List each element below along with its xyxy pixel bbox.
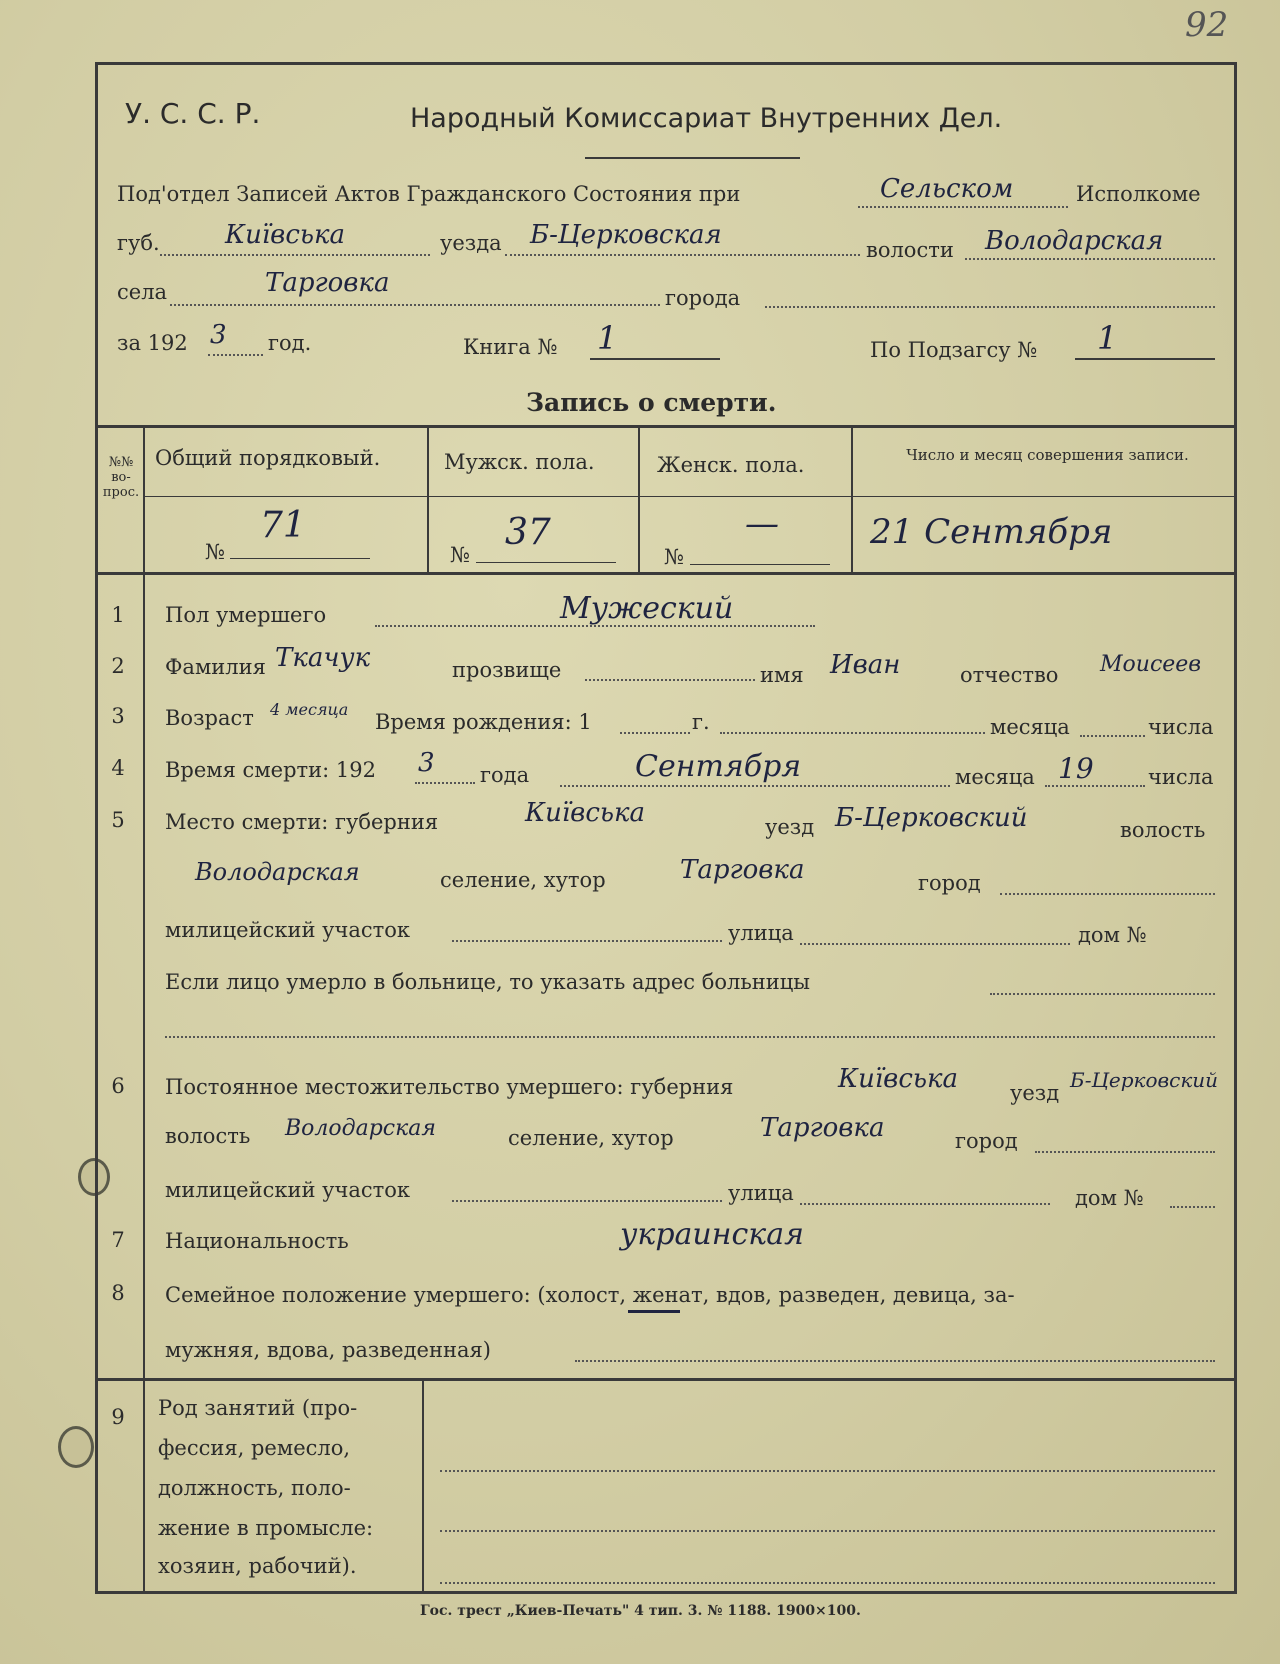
uezd-label: уезда bbox=[440, 231, 502, 255]
place-city-label: город bbox=[918, 871, 981, 895]
col-divider-3 bbox=[638, 427, 640, 572]
female-value-line bbox=[690, 564, 830, 565]
res-volost-value: Володарская bbox=[285, 1116, 436, 1141]
street-label: улица bbox=[728, 921, 794, 945]
place-volost-value: Володарская bbox=[195, 858, 360, 886]
name-value: Иван bbox=[830, 650, 901, 680]
record-title: Запись о смерти. bbox=[526, 388, 777, 417]
death-month-label: месяца bbox=[955, 765, 1035, 789]
death-month-line bbox=[560, 785, 950, 787]
occupation-divider bbox=[422, 1380, 424, 1594]
subdept-label: Под'отдел Записей Актов Гражданского Состояния при bbox=[117, 182, 741, 206]
row-number-2: 2 bbox=[111, 654, 125, 678]
street-line bbox=[800, 943, 1070, 945]
podzags-line bbox=[1075, 358, 1215, 360]
hospital-line-1 bbox=[990, 993, 1215, 995]
gub-value: Київська bbox=[225, 220, 346, 250]
death-month-value: Сентября bbox=[635, 749, 802, 784]
female-header: Женск. пола. bbox=[657, 453, 805, 477]
name-label: имя bbox=[760, 663, 804, 687]
age-label: Возраст bbox=[165, 706, 254, 730]
militia-label: милицейский участок bbox=[165, 918, 411, 942]
surname-label: Фамилия bbox=[165, 655, 266, 679]
uezd-value: Б-Церковская bbox=[530, 220, 722, 250]
res-uezd-value: Б-Церковский bbox=[1070, 1068, 1219, 1092]
row-number-5: 5 bbox=[111, 808, 125, 832]
podzags-label: По Подзагсу № bbox=[870, 338, 1038, 362]
house-label: дом № bbox=[1078, 923, 1147, 947]
occupation-line-2 bbox=[440, 1530, 1215, 1532]
occupation-label-2: фессия, ремесло, bbox=[158, 1436, 351, 1460]
row-number-3: 3 bbox=[111, 704, 125, 728]
row-number-divider bbox=[143, 575, 145, 1594]
table-top-border bbox=[95, 425, 1237, 428]
row-number-1: 1 bbox=[111, 603, 125, 627]
place-uezd-value: Б-Церковский bbox=[835, 803, 1028, 833]
res-street-label: улица bbox=[728, 1181, 794, 1205]
sex-value: Мужеский bbox=[560, 591, 734, 626]
archive-page-number: 92 bbox=[1185, 5, 1229, 45]
volost-label: волости bbox=[866, 238, 954, 262]
row-number-6: 6 bbox=[111, 1074, 125, 1098]
birth-day-label: числа bbox=[1148, 715, 1214, 739]
nationality-value: украинская bbox=[620, 1217, 804, 1252]
year-prefix: за 192 bbox=[117, 331, 188, 355]
sex-label: Пол умершего bbox=[165, 603, 327, 627]
occupation-label-5: хозяин, рабочий). bbox=[158, 1554, 357, 1578]
male-value: 37 bbox=[505, 512, 551, 553]
gub-label: губ. bbox=[117, 231, 160, 255]
subdept-line bbox=[858, 206, 1068, 208]
commissariat-title: Народный Комиссариат Внутренних Дел. bbox=[410, 103, 1003, 134]
patronymic-label: отчество bbox=[960, 663, 1059, 687]
book-line bbox=[590, 358, 720, 360]
gorod-label: города bbox=[665, 286, 741, 310]
general-no-mark: № bbox=[205, 540, 225, 564]
place-volost-label: волость bbox=[1120, 818, 1206, 842]
header-rule bbox=[585, 157, 800, 159]
place-village-label: селение, хутор bbox=[440, 868, 606, 892]
militia-line bbox=[452, 940, 722, 942]
occupation-label-3: должность, поло- bbox=[158, 1476, 351, 1500]
birth-label: Время рождения: 1 bbox=[375, 710, 592, 734]
table-header-bottom bbox=[95, 572, 1237, 575]
general-header: Общий порядковый. bbox=[155, 446, 381, 470]
death-day-value: 19 bbox=[1058, 752, 1094, 785]
year-line bbox=[208, 354, 263, 356]
subdept-value: Сельском bbox=[880, 174, 1014, 204]
podzags-value: 1 bbox=[1097, 319, 1118, 357]
residence-label: Постоянное местожительство умершего: губерния bbox=[165, 1075, 734, 1099]
res-street-line bbox=[800, 1203, 1050, 1205]
occupation-label-4: жение в промысле: bbox=[158, 1516, 374, 1540]
row-number-4: 4 bbox=[111, 756, 125, 780]
row-number-7: 7 bbox=[111, 1228, 125, 1252]
death-year-line bbox=[415, 782, 475, 784]
birth-year-label: г. bbox=[692, 710, 710, 734]
res-house-line bbox=[1170, 1206, 1215, 1208]
birth-month-line bbox=[720, 732, 985, 734]
birth-year-line bbox=[620, 732, 690, 734]
res-gub-value: Київська bbox=[838, 1064, 959, 1094]
surname-value: Ткачук bbox=[275, 643, 371, 673]
birth-month-label: месяца bbox=[990, 715, 1070, 739]
female-value: — bbox=[745, 504, 779, 544]
hospital-line-2 bbox=[165, 1036, 1215, 1038]
marital-underline-holost bbox=[628, 1310, 680, 1313]
patronymic-value: Моисеев bbox=[1100, 652, 1202, 677]
hospital-label: Если лицо умерло в больнице, то указать адрес больницы bbox=[165, 970, 810, 994]
res-city-label: город bbox=[955, 1129, 1018, 1153]
marital-line bbox=[575, 1360, 1215, 1362]
female-no-mark: № bbox=[664, 545, 684, 569]
death-time-label: Время смерти: 192 bbox=[165, 758, 376, 782]
death-day-label: числа bbox=[1148, 765, 1214, 789]
printer-footer: Гос. трест „Киев-Печать" 4 тип. 3. № 1188. 1900×100. bbox=[420, 1603, 861, 1619]
death-year-digit: 3 bbox=[418, 748, 435, 778]
place-label: Место смерти: губерния bbox=[165, 810, 439, 834]
col-divider-2 bbox=[427, 427, 429, 572]
gub-line bbox=[160, 254, 430, 256]
age-value: 4 месяца bbox=[270, 700, 349, 719]
selo-label: села bbox=[117, 280, 168, 304]
punch-hole-bottom bbox=[58, 1426, 94, 1468]
row-number-8: 8 bbox=[111, 1281, 125, 1305]
place-gub-value: Київська bbox=[525, 798, 646, 828]
general-value: 71 bbox=[260, 505, 306, 546]
occupation-line-1 bbox=[440, 1470, 1215, 1472]
res-volost-label: волость bbox=[165, 1124, 251, 1148]
book-value: 1 bbox=[597, 319, 618, 357]
year-digit: 3 bbox=[210, 320, 227, 350]
table-header-rule bbox=[145, 496, 1235, 497]
res-village-value: Тарговка bbox=[760, 1113, 885, 1143]
selo-value: Тарговка bbox=[265, 268, 390, 298]
nickname-line bbox=[585, 679, 755, 681]
date-value: 21 Сентября bbox=[870, 512, 1113, 552]
selo-line bbox=[170, 304, 660, 306]
place-city-line bbox=[1000, 893, 1215, 895]
book-label: Книга № bbox=[463, 335, 558, 359]
male-no-mark: № bbox=[450, 543, 470, 567]
general-value-line bbox=[230, 558, 370, 559]
res-city-line bbox=[1035, 1151, 1215, 1153]
date-header: Число и месяц совершения записи. bbox=[906, 446, 1189, 464]
place-uezd-label: уезд bbox=[765, 815, 815, 839]
birth-day-line bbox=[1080, 735, 1145, 737]
res-militia-line bbox=[452, 1200, 722, 1202]
volost-line bbox=[965, 258, 1215, 260]
male-value-line bbox=[476, 562, 616, 563]
nationality-label: Национальность bbox=[165, 1229, 349, 1253]
uezd-line bbox=[505, 254, 860, 256]
ispolkom-label: Исполкоме bbox=[1076, 182, 1201, 206]
col-divider-4 bbox=[851, 427, 853, 572]
male-header: Мужск. пола. bbox=[444, 450, 595, 474]
occupation-top-border bbox=[95, 1378, 1237, 1381]
death-day-line bbox=[1045, 785, 1145, 787]
row-number-9: 9 bbox=[111, 1405, 125, 1429]
occupation-label-1: Род занятий (про- bbox=[158, 1396, 358, 1420]
res-house-label: дом № bbox=[1075, 1186, 1144, 1210]
place-village-value: Тарговка bbox=[680, 855, 805, 885]
qnum-header: №№ во-прос. bbox=[102, 455, 140, 500]
res-militia-label: милицейский участок bbox=[165, 1178, 411, 1202]
res-uezd-label: уезд bbox=[1010, 1081, 1060, 1105]
marital-label-line1: Семейное положение умершего: (холост, женат, вдов, разведен, девица, за- bbox=[165, 1283, 1015, 1307]
gorod-line bbox=[765, 306, 1215, 308]
nickname-label: прозвище bbox=[452, 658, 562, 682]
death-year-label: года bbox=[480, 763, 530, 787]
marital-label-line2: мужняя, вдова, разведенная) bbox=[165, 1338, 491, 1362]
res-village-label: селение, хутор bbox=[508, 1126, 674, 1150]
year-suffix: год. bbox=[268, 331, 312, 355]
republic-label: У. С. С. Р. bbox=[125, 97, 261, 130]
volost-value: Володарская bbox=[985, 226, 1164, 256]
occupation-line-3 bbox=[440, 1582, 1215, 1584]
